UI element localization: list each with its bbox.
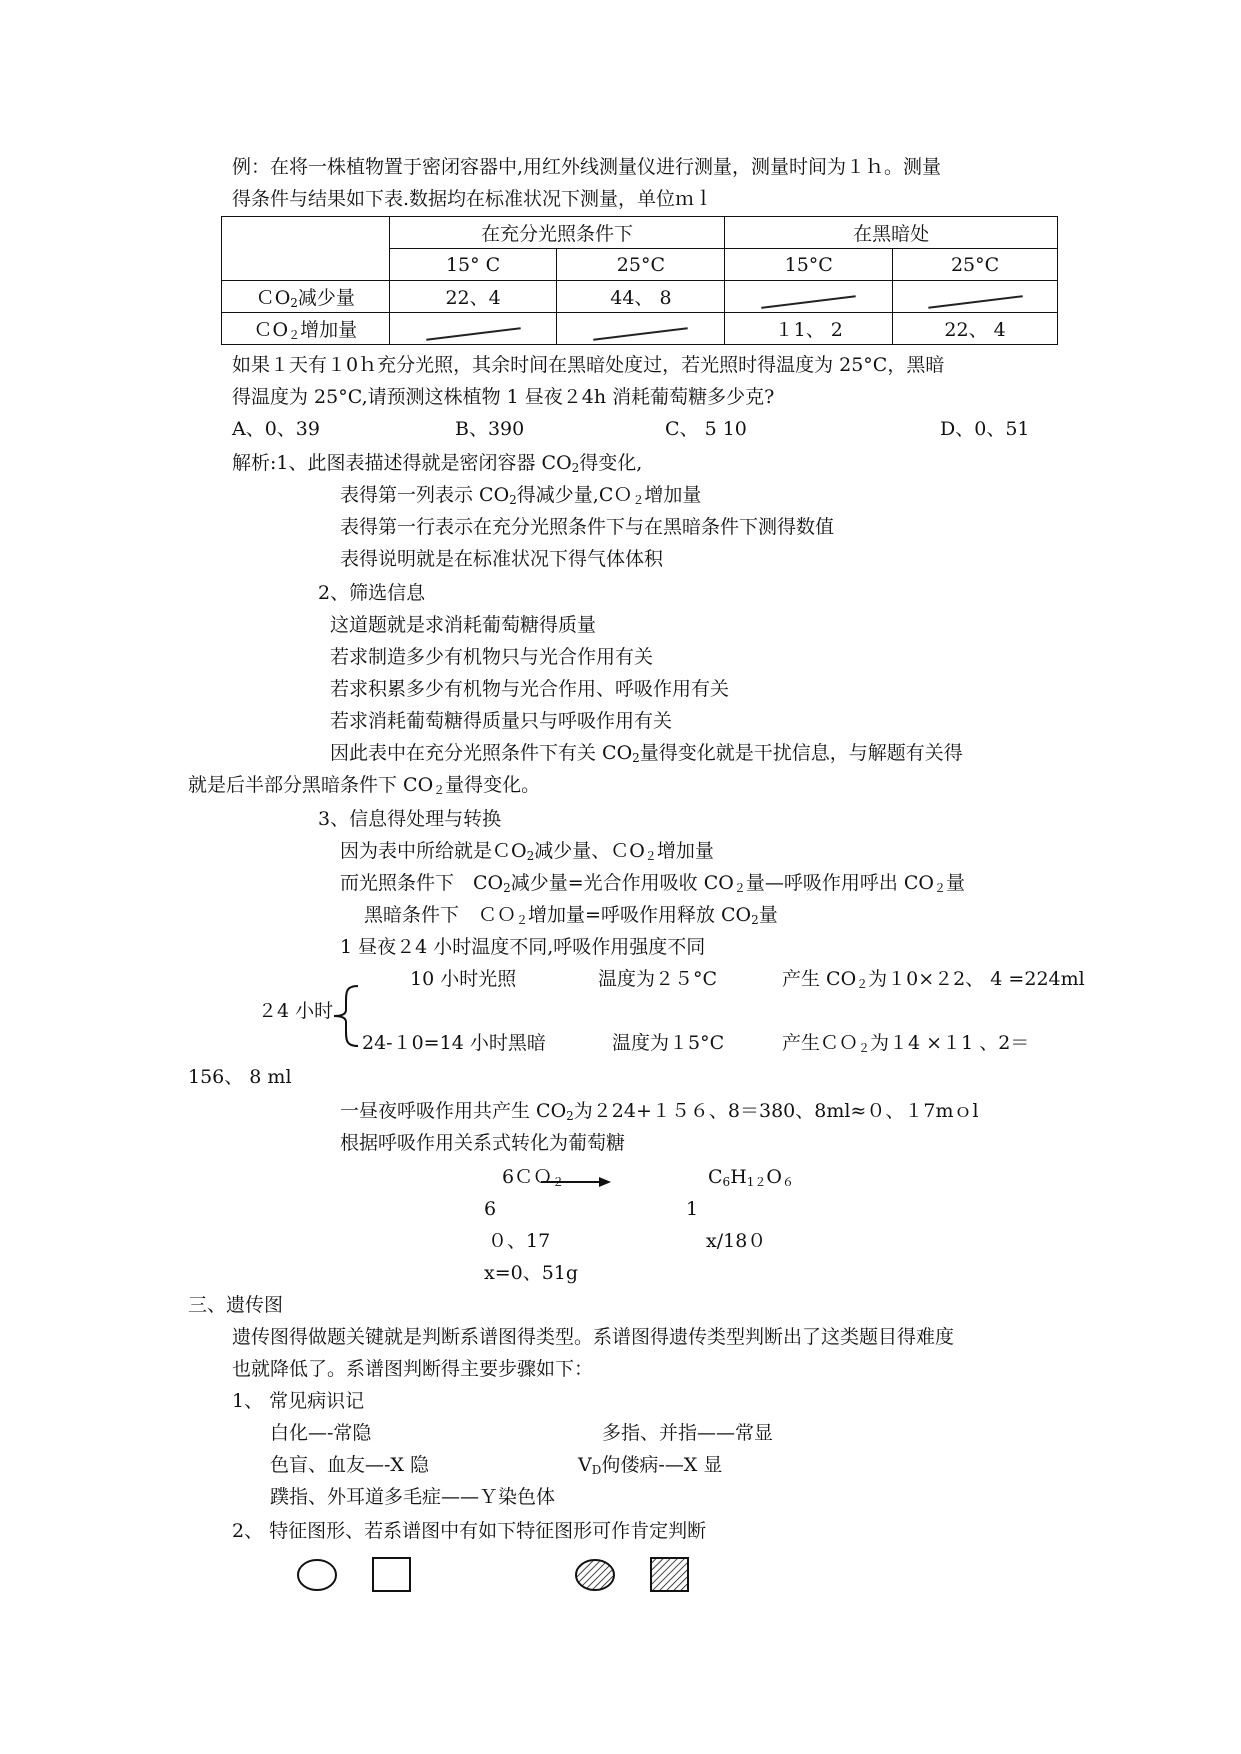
equation-value-right: x/18０ [706,1230,767,1252]
diagonal-line [426,327,521,341]
temp-dark-25: 25°C [893,249,1058,281]
row-label-increase: ＣO$_2$增加量 [222,313,390,345]
normal-female-circle-icon [296,1558,338,1592]
step-3-line-1: 因为表中所给就是ＣO$_2$减少量、ＣO$_2$增加量 [340,840,714,863]
equation-coef-left: 6 [484,1198,497,1220]
cell-increase-light-15-empty [389,313,557,345]
step-3-line-3: 黑暗条件下 ＣＯ$_2$增加量=呼吸作用释放 $CO_2$量 [364,904,778,927]
equation-result: x=0、51g [484,1262,579,1284]
hours-label: ２4 小时 [258,1000,334,1022]
table-corner-cell [222,217,390,281]
option-b: B、390 [455,418,525,440]
normal-male-square-icon [372,1557,412,1593]
equation-value-left: ０、17 [488,1230,551,1252]
row-label-decrease: ＣO$_2$减少量 [222,281,390,313]
step-3-line-2: 而光照条件下 $CO_2$减少量=光合作用吸收 $CO_2$量—呼吸作用呼出 $CO_2$量 [340,872,966,895]
reaction-arrow-icon [541,1175,611,1189]
section-3-para-2: 也就降低了。系谱图判断得主要步骤如下： [232,1358,594,1380]
disease-albinism: 白化—-常隐 [270,1422,372,1444]
step-2-line-3: 若求积累多少有机物与光合作用、呼吸作用有关 [330,678,730,700]
cell-increase-light-25-empty [557,313,725,345]
section-3-step-1: 1、 常见病识记 [232,1390,365,1412]
total-co2-line: 一昼夜呼吸作用共产生 $CO_2$为２24+１５６、8＝380、8ml≈０、１7mｏl [340,1100,979,1123]
cell-increase-dark-25: 22、 4 [893,313,1058,345]
affected-female-circle-icon [574,1558,616,1592]
question-line-1: 如果１天有１0ｈ充分光照，其余时间在黑暗处度过，若光照时得温度为 25°C，黑暗 [232,354,945,376]
option-d: D、0、51 [940,418,1030,440]
section-3-para-1: 遗传图得做题关键就是判断系谱图得类型。系谱图得遗传类型判断出了这类题目得难度 [232,1326,955,1348]
header-dark: 在黑暗处 [725,217,1058,249]
step-2-line-1: 这道题就是求消耗葡萄糖得质量 [330,614,597,636]
diagonal-line [594,327,689,341]
calc-light-temp: 温度为２５°C [598,968,718,990]
header-light: 在充分光照条件下 [389,217,725,249]
co2-table [221,216,1058,345]
step-3-heading: 3、信息得处理与转换 [318,808,502,830]
curly-brace-icon [330,984,364,1048]
analysis-line-3: 表得第一行表示在充分光照条件下与在黑暗条件下测得数值 [340,516,835,538]
equation-coef-right: 1 [686,1198,699,1220]
convert-line: 根据呼吸作用关系式转化为葡萄糖 [340,1132,626,1154]
cell-decrease-light-15: 22、4 [389,281,557,313]
equation-left: 6ＣＯ$_2$ [502,1166,565,1189]
calc-dark-hours: 24-１0=14 小时黑暗 [362,1032,546,1054]
cell-decrease-light-25: 44、 8 [557,281,725,313]
question-line-2: 得温度为 25°C,请预测这株植物 1 昼夜２4h 消耗葡萄糖多少克? [232,386,775,408]
temp-dark-15: 15°C [725,249,893,281]
cell-increase-dark-15: １1、 2 [725,313,893,345]
step-2-heading: 2、筛选信息 [318,582,426,604]
cell-decrease-dark-25-empty [893,281,1058,313]
diagonal-line [761,295,856,309]
step-2-line-4: 若求消耗葡萄糖得质量只与呼吸作用有关 [330,710,673,732]
intro-line-1: 例：在将一株植物置于密闭容器中,用红外线测量仪进行测量，测量时间为１ｈ。测量 [232,156,942,178]
step-2-line-5: 因此表中在充分光照条件下有关 $CO_2$量得变化就是干扰信息，与解题有关得 [330,742,963,765]
calc-light-hours: 10 小时光照 [410,968,517,990]
equation-right: $C_6H_{12}O_6$ [708,1166,794,1189]
diagonal-line [928,295,1023,309]
calc-dark-co2-continued: 156、 8 ml [188,1066,292,1088]
cell-decrease-dark-15-empty [725,281,893,313]
disease-y-linked: 蹼指、外耳道多毛症——Ｙ染色体 [270,1486,556,1508]
affected-male-square-icon [650,1557,690,1593]
section-3-title: 三、遗传图 [188,1294,284,1316]
disease-colorblind: 色盲、血友—-X 隐 [270,1454,429,1476]
analysis-line-2: 表得第一列表示 $CO_2$得减少量,CＯ$_2$增加量 [340,484,702,507]
section-3-step-2: 2、 特征图形、若系谱图中有如下特征图形可作肯定判断 [232,1520,707,1542]
calc-dark-temp: 温度为１5°C [612,1032,725,1054]
step-2-line-2: 若求制造多少有机物只与光合作用有关 [330,646,654,668]
analysis-line-4: 表得说明就是在标准状况下得气体体积 [340,548,664,570]
calc-light-co2: 产生 $CO_2$为１0×２2、 4 =224ml [782,968,1085,991]
temp-light-15: 15° C [389,249,557,281]
option-c: C、 5 10 [665,418,747,440]
option-a: A、0、39 [232,418,320,440]
temp-light-25: 25°C [557,249,725,281]
intro-line-2: 得条件与结果如下表.数据均在标准状况下测量，单位ｍｌ [232,188,714,210]
step-3-line-4: 1 昼夜２4 小时温度不同,呼吸作用强度不同 [340,936,706,958]
analysis-step-1: 解析:1、此图表描述得就是密闭容器 $CO_2$得变化, [232,452,643,475]
disease-rickets: $V_D$佝偻病-—X 显 [578,1454,723,1477]
disease-polydactyly: 多指、并指——常显 [602,1422,774,1444]
step-2-line-6: 就是后半部分黑暗条件下 $CO_2$量得变化。 [188,774,541,797]
calc-dark-co2: 产生ＣＯ$_2$为１4 ×１1 、2＝ [782,1032,1030,1055]
